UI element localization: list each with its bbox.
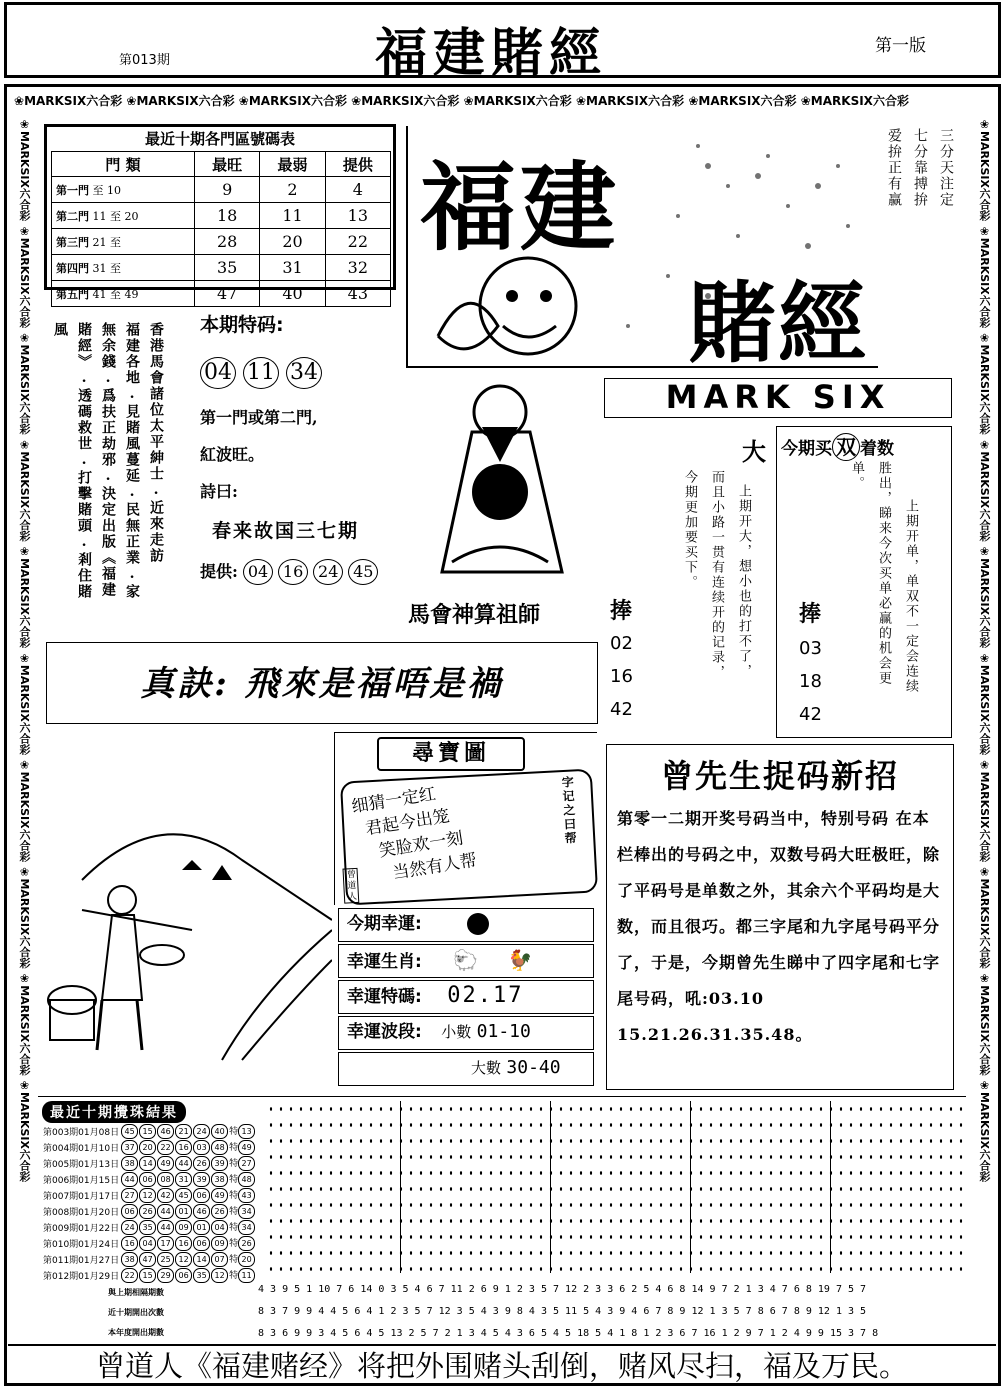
header-frame <box>4 2 1001 84</box>
stat-label: 近十期開出次數 <box>108 1308 164 1317</box>
mark-six-logo: MARK SIX <box>604 378 952 418</box>
history-section <box>38 1096 966 1343</box>
draw-number: 12 <box>139 1188 156 1203</box>
draw-number: 12 <box>211 1268 228 1283</box>
draw-special: 34 <box>238 1204 255 1219</box>
special-numbers <box>200 357 410 389</box>
table-row <box>42 1267 257 1283</box>
draw-number: 06 <box>193 1188 210 1203</box>
special-marker: 特 <box>229 1238 239 1249</box>
stat-label: 與上期相隔期數 <box>108 1288 164 1297</box>
luck-today-label: 今期幸運: <box>347 914 422 934</box>
special-marker: 特 <box>229 1126 239 1137</box>
pick-label: 捧 <box>799 602 822 627</box>
special-number: 04 <box>200 357 236 389</box>
pick-number: 18 <box>799 671 822 692</box>
frequency-table <box>51 151 391 307</box>
pick-two <box>799 597 822 725</box>
draw-number: 16 <box>175 1140 192 1155</box>
luck-wave <box>338 1016 594 1050</box>
luck-big <box>338 1052 594 1086</box>
treasure-line: 君起今出笼 <box>363 806 451 840</box>
buy-box <box>776 426 952 738</box>
table-row <box>42 1155 257 1171</box>
draw-special: 27 <box>238 1156 255 1171</box>
slogan <box>884 128 956 240</box>
draw-number: 26 <box>139 1204 156 1219</box>
draw-special: 11 <box>238 1268 255 1283</box>
pick-number: 02 <box>610 633 633 654</box>
mid-col: 上期开大，想小也的打不了， <box>736 484 751 679</box>
grid-divider <box>830 1101 831 1273</box>
draw-special: 20 <box>238 1252 255 1267</box>
stat-label: 本年度開出期數 <box>108 1328 164 1337</box>
draw-number: 14 <box>193 1252 210 1267</box>
zhenjue-banner: 真訣: 飛來是福唔是禍 <box>46 642 598 724</box>
draw-number: 08 <box>157 1172 174 1187</box>
draw-number: 20 <box>139 1140 156 1155</box>
draw-number: 09 <box>211 1236 228 1251</box>
draw-special: 13 <box>238 1124 255 1139</box>
draw-number: 37 <box>121 1140 138 1155</box>
treasure-line: 当然有人帮 <box>391 850 479 884</box>
table-row <box>42 1251 257 1267</box>
draw-date: 第008期01月20日 <box>43 1207 120 1218</box>
pick-number: 16 <box>610 666 633 687</box>
intro-col: 香港馬會諸位太平紳士.近來走訪 <box>148 322 164 564</box>
draw-number: 22 <box>157 1140 174 1155</box>
offer-row <box>200 559 410 585</box>
table-row <box>42 1235 257 1251</box>
draw-date: 第006期01月15日 <box>43 1175 120 1186</box>
draw-special: 34 <box>238 1220 255 1235</box>
luck-small-value: 01-10 <box>476 1021 531 1042</box>
stat-row: 8 3 6 9 9 3 4 5 6 4 5 13 2 5 7 2 1 3 4 5 4 3 6 5 4 5 18 5 4 1 8 1 2 3 6 7 16 1 2 9 7 1 2 4 9 9 15 3 7 8 <box>258 1328 879 1339</box>
treasure-seal: 曾道人 <box>342 868 359 904</box>
luck-zodiac-label: 幸運生肖: <box>347 952 422 972</box>
draw-numbers <box>120 1155 257 1171</box>
brand-banner-top: ❀MARKSIX六合彩 ❀MARKSIX六合彩 ❀MARKSIX六合彩 ❀MARKSIX六合彩 ❀MARKSIX六合彩 ❀MARKSIX六合彩 ❀MARKSIX六合彩 ❀MARKSIX六合彩 <box>14 94 909 108</box>
draw-numbers <box>120 1235 257 1251</box>
draw-date: 第003期01月08日 <box>43 1127 120 1138</box>
draw-number: 38 <box>121 1252 138 1267</box>
pick-number: 42 <box>610 699 633 720</box>
draw-date: 第012期01月29日 <box>43 1271 120 1282</box>
logo-text-bottom: 賭經 <box>688 271 869 375</box>
intro-col: 賭經》.透碼救世.打擊賭頭.剎住賭 <box>76 322 92 600</box>
draw-date: 第011期01月27日 <box>43 1255 120 1266</box>
draw-number: 22 <box>121 1268 138 1283</box>
treasure-lines <box>350 777 479 890</box>
frequency-table-title: 最近十期各門區號碼表 <box>144 130 295 148</box>
draw-number: 16 <box>175 1236 192 1251</box>
right-col: 胜出，睇来今次买单必赢的机会更 <box>876 461 891 686</box>
draw-number: 48 <box>211 1140 228 1155</box>
pick-number: 03 <box>799 638 822 659</box>
table-row: 第五門 41 至 49 47 40 43 <box>52 281 391 307</box>
draw-number: 44 <box>157 1204 174 1219</box>
draw-number: 01 <box>193 1220 210 1235</box>
treasure-title: 尋寶圖 <box>377 737 525 771</box>
draw-date: 第005期01月13日 <box>43 1159 120 1170</box>
draw-special: 48 <box>238 1172 255 1187</box>
buy-mark: 双 <box>832 433 860 461</box>
rooster-icon: 🐓 <box>507 948 533 972</box>
draw-number: 09 <box>175 1220 192 1235</box>
page-title: 福建賭經 <box>375 23 608 84</box>
draw-number: 45 <box>175 1188 192 1203</box>
landscape-illustration <box>42 740 332 1070</box>
draw-number: 01 <box>175 1204 192 1219</box>
draw-number: 06 <box>139 1172 156 1187</box>
draw-number: 14 <box>139 1156 156 1171</box>
history-title: 最近十期攪珠結果 <box>42 1101 186 1123</box>
history-table <box>42 1123 257 1283</box>
draw-number: 15 <box>139 1124 156 1139</box>
draw-number: 27 <box>121 1188 138 1203</box>
draw-number: 06 <box>121 1204 138 1219</box>
draw-number: 04 <box>211 1220 228 1235</box>
treasure-line: 笑脸欢一刻 <box>377 828 465 862</box>
draw-number: 26 <box>193 1156 210 1171</box>
draw-number: 24 <box>193 1124 210 1139</box>
draw-number: 39 <box>211 1156 228 1171</box>
draw-date: 第010期01月24日 <box>43 1239 120 1250</box>
treasure-side: 字记之曰帮 <box>559 775 578 847</box>
table-row: 第三門 21 至 28 20 22 <box>52 229 391 255</box>
master-illustration <box>412 372 582 592</box>
intro-text <box>50 322 166 612</box>
draw-numbers <box>120 1187 257 1203</box>
pick-number: 42 <box>799 704 822 725</box>
slogan-col: 七分靠搏拚 <box>912 128 928 208</box>
right-analysis <box>847 461 920 729</box>
scroll <box>340 768 598 905</box>
draw-number: 15 <box>139 1268 156 1283</box>
draw-numbers <box>120 1139 257 1155</box>
draw-number: 38 <box>121 1156 138 1171</box>
table-row: 第四門 31 至 35 31 32 <box>52 255 391 281</box>
offer-label: 提供: <box>200 562 238 581</box>
slogan-col: 爱拚正有赢 <box>886 128 902 208</box>
luck-small-label: 小數 <box>441 1023 472 1041</box>
special-number: 34 <box>286 357 322 389</box>
draw-numbers <box>120 1219 257 1235</box>
draw-number: 47 <box>139 1252 156 1267</box>
draw-number: 44 <box>157 1220 174 1235</box>
special-marker: 特 <box>229 1270 239 1281</box>
logo-area <box>406 126 878 375</box>
intro-col: 福建各地.見賭風蔓延.民無正業.家 <box>124 322 140 600</box>
draw-number: 44 <box>175 1156 192 1171</box>
draw-number: 29 <box>157 1268 174 1283</box>
draw-number: 04 <box>139 1236 156 1251</box>
offer-number: 45 <box>348 559 378 585</box>
grid-divider <box>690 1101 691 1273</box>
table-row <box>42 1187 257 1203</box>
frequency-table-box <box>44 124 396 303</box>
draw-number: 45 <box>121 1124 138 1139</box>
mid-col: 而且小路一贯有连续开的记录， <box>709 470 724 680</box>
table-row: 第一門 至 10 9 2 4 <box>52 177 391 203</box>
stat-row: 4 3 9 5 1 10 7 6 14 0 3 5 4 6 7 11 2 6 9 1 2 3 5 7 12 2 3 3 6 2 5 4 6 8 14 9 7 2 1 3 4 7 6 8 19 7 5 7 <box>258 1284 867 1295</box>
draw-number: 44 <box>121 1172 138 1187</box>
right-col: 上期开单，单双不一定会连续 <box>903 499 918 694</box>
draw-number: 35 <box>139 1220 156 1235</box>
draw-number: 46 <box>193 1204 210 1219</box>
special-marker: 特 <box>229 1222 239 1233</box>
special-marker: 特 <box>229 1158 239 1169</box>
draw-special: 43 <box>238 1188 255 1203</box>
mid-col: 今期更加要买下。 <box>682 470 697 590</box>
issue-number: 第013期 <box>119 53 170 68</box>
draw-number: 16 <box>121 1236 138 1251</box>
draw-number: 31 <box>175 1172 192 1187</box>
luck-big-label: 大數 <box>471 1059 502 1077</box>
poem-text: 春来故国三七期 <box>212 520 360 542</box>
special-marker: 特 <box>229 1190 239 1201</box>
luck-zodiac <box>338 944 594 978</box>
treasure-line: 细猜一定红 <box>350 784 438 818</box>
draw-special: 49 <box>238 1140 255 1155</box>
brand-banner-left: ❀MARKSIX六合彩 ❀MARKSIX六合彩 ❀MARKSIX六合彩 ❀MARKSIX六合彩 ❀MARKSIX六合彩 ❀MARKSIX六合彩 ❀MARKSIX六合彩 ❀MARKSIX六合彩 ❀MARKSIX六合彩 ❀MARKSIX六合彩 <box>18 118 31 1182</box>
intro-col: 無余錢.爲扶正劫邪.決定出版《福建 <box>100 322 116 598</box>
special-marker: 特 <box>229 1206 239 1217</box>
stat-values <box>258 1279 964 1345</box>
zeng-title: 曾先生捉码新招 <box>660 757 899 795</box>
edition-label: 第一版 <box>875 36 926 56</box>
offer-number: 16 <box>278 559 308 585</box>
luck-special <box>338 980 594 1014</box>
special-marker: 特 <box>229 1142 239 1153</box>
draw-numbers <box>120 1251 257 1267</box>
draw-number: 39 <box>193 1172 210 1187</box>
draw-number: 06 <box>175 1268 192 1283</box>
stat-row: 8 3 7 9 9 4 4 5 6 4 1 2 3 5 7 12 3 5 4 3 9 8 4 3 5 11 5 4 3 9 4 6 7 8 9 12 1 3 5 7 8 6 7 8 9 12 1 3 5 <box>258 1306 867 1317</box>
draw-date: 第007期01月17日 <box>43 1191 120 1202</box>
draw-number: 42 <box>157 1188 174 1203</box>
draw-date: 第004期01月10日 <box>43 1143 120 1154</box>
draw-number: 38 <box>211 1172 228 1187</box>
special-title: 本期特码: <box>200 314 284 336</box>
intro-col: 風 <box>52 322 68 338</box>
luck-big-value: 30-40 <box>506 1057 561 1078</box>
special-marker: 特 <box>229 1254 239 1265</box>
banner-item: ❀MARKSIX六合彩 <box>14 94 123 108</box>
history-dot-grid <box>266 1101 964 1273</box>
pick-one <box>610 594 650 720</box>
draw-number: 24 <box>121 1220 138 1235</box>
table-row <box>42 1203 257 1219</box>
special-section <box>200 310 410 630</box>
col-header: 門 類 <box>52 152 195 177</box>
draw-number: 07 <box>211 1252 228 1267</box>
special-number: 11 <box>243 357 279 389</box>
draw-numbers <box>120 1267 257 1283</box>
draw-number: 49 <box>211 1188 228 1203</box>
slogan-col: 三分天注定 <box>938 128 954 208</box>
grid-divider <box>550 1101 551 1273</box>
draw-date: 第009期01月22日 <box>43 1223 120 1234</box>
ball-icon <box>467 913 489 935</box>
luck-special-value: 02.17 <box>447 983 524 1008</box>
special-marker: 特 <box>229 1174 239 1185</box>
logo-text-top: 福建 <box>420 151 620 264</box>
draw-number: 21 <box>175 1124 192 1139</box>
luck-today <box>338 908 594 942</box>
draw-special: 26 <box>238 1236 255 1251</box>
zeng-section <box>606 744 954 1090</box>
treasure-map <box>334 732 597 905</box>
draw-numbers <box>120 1171 257 1187</box>
offer-number: 04 <box>243 559 273 585</box>
master-caption: 馬會神算祖師 <box>408 603 541 628</box>
brand-banner-right: ❀MARKSIX六合彩 ❀MARKSIX六合彩 ❀MARKSIX六合彩 ❀MARKSIX六合彩 ❀MARKSIX六合彩 ❀MARKSIX六合彩 ❀MARKSIX六合彩 ❀MARKSIX六合彩 ❀MARKSIX六合彩 ❀MARKSIX六合彩 <box>978 118 991 1182</box>
big-label: 大 <box>742 437 766 466</box>
mascot-face <box>480 258 576 354</box>
pick-label: 捧 <box>610 599 633 624</box>
footer-slogan: 曾道人《福建赌经》将把外围赌头刮倒，赌风尽扫，福及万民。 <box>8 1344 996 1386</box>
luck-special-label: 幸運特碼: <box>347 987 422 1007</box>
col-header: 提供 <box>325 152 390 177</box>
grid-divider <box>400 1101 401 1273</box>
draw-numbers <box>120 1123 257 1139</box>
draw-number: 12 <box>175 1252 192 1267</box>
poem-label: 詩曰: <box>200 482 238 501</box>
draw-numbers <box>120 1203 257 1219</box>
draw-number: 35 <box>193 1268 210 1283</box>
luck-wave-label: 幸運波段: <box>347 1022 422 1042</box>
draw-number: 40 <box>211 1124 228 1139</box>
offer-number: 24 <box>313 559 343 585</box>
draw-number: 06 <box>193 1236 210 1251</box>
col-header: 最旺 <box>195 152 260 177</box>
draw-number: 26 <box>211 1204 228 1219</box>
special-line1: 第一門或第二門, <box>200 408 318 427</box>
mid-analysis <box>680 470 753 740</box>
buy-line: 今期买 双 着数 <box>781 435 894 459</box>
draw-number: 25 <box>157 1252 174 1267</box>
draw-number: 03 <box>193 1140 210 1155</box>
sheep-icon: 🐑 <box>453 948 479 972</box>
table-row <box>42 1171 257 1187</box>
table-row: 第二門 11 至 20 18 11 13 <box>52 203 391 229</box>
special-line2: 紅波旺。 <box>200 445 265 464</box>
draw-number: 46 <box>157 1124 174 1139</box>
table-row <box>42 1219 257 1235</box>
zeng-body: 第零一二期开奖号码当中，特别号码 在本栏棒出的号码之中，双数号码大旺极旺，除了平码号是单数之外，其余六个平码均是大数，而且很巧。都三字尾和九字尾号码平分了，于是，今期曾先生睇中了四字尾和七字尾号码，吼:03.10 15.21.26.31.35.48。 <box>617 809 941 1044</box>
draw-number: 49 <box>157 1156 174 1171</box>
table-row <box>42 1139 257 1155</box>
table-row <box>42 1123 257 1139</box>
col-header: 最弱 <box>260 152 325 177</box>
right-col: 单。 <box>849 461 864 491</box>
stat-labels <box>108 1283 164 1343</box>
draw-number: 17 <box>157 1236 174 1251</box>
